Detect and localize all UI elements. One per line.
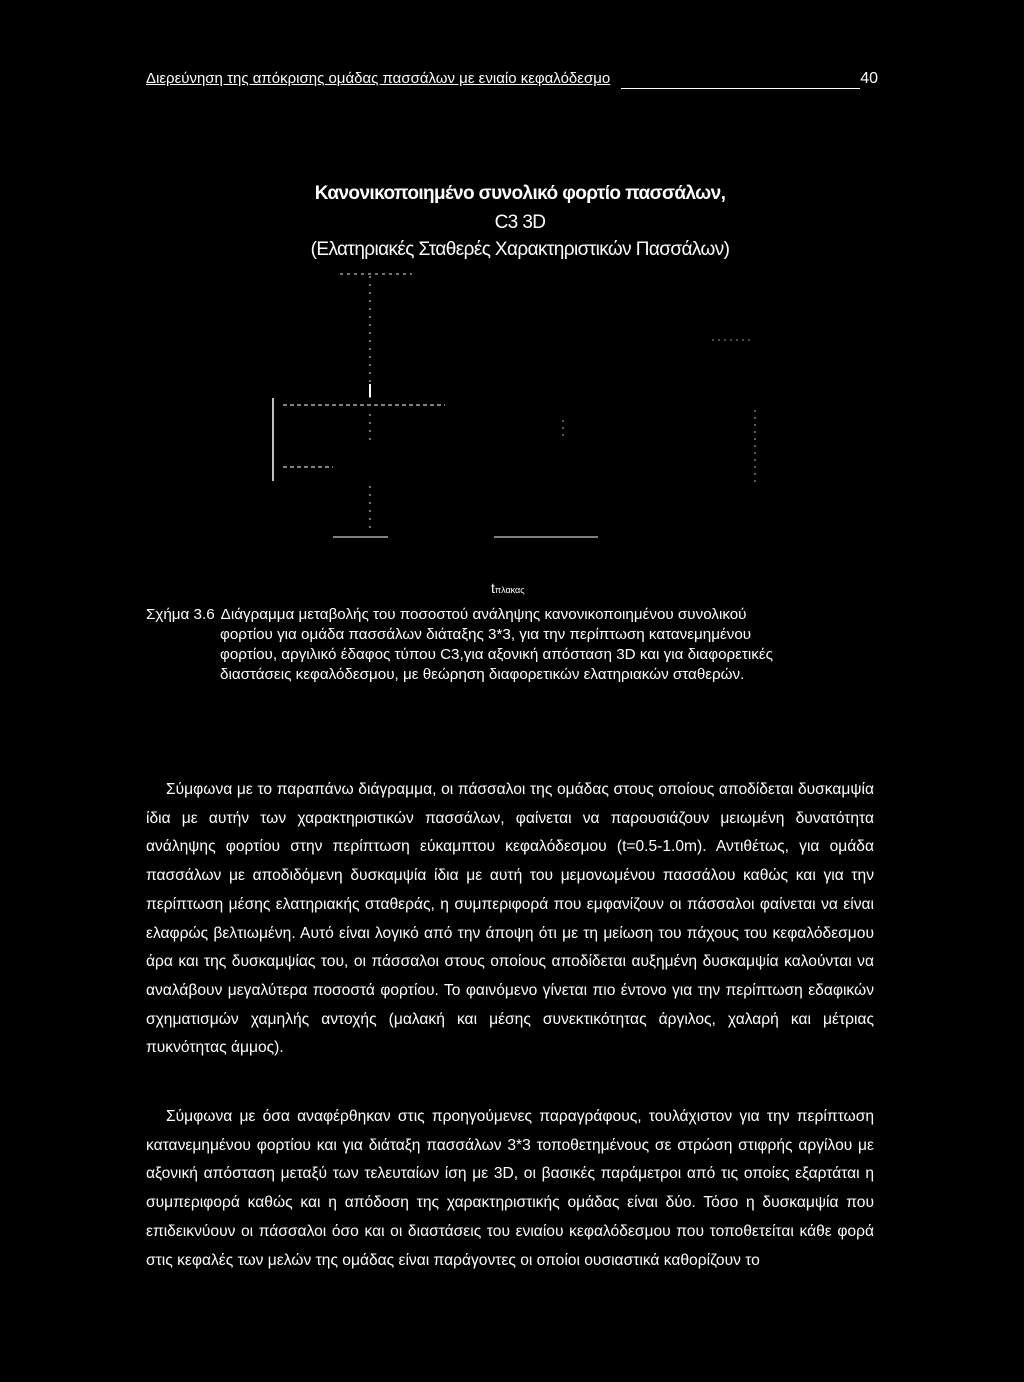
- figure-title-line1: Κανονικοποιημένο συνολικό φορτίο πασσάλων,: [314, 183, 726, 204]
- caption-line2: φορτίου για ομάδα πασσάλων διάταξης 3*3, για την περίπτωση κατανεμημένου: [220, 626, 752, 643]
- figure-title-line2: C3 3D: [494, 212, 546, 233]
- figure-caption: [146, 605, 884, 685]
- x-axis-label-main: t: [491, 580, 495, 596]
- x-axis-label-subscript: πλακας: [494, 585, 525, 595]
- caption-label: Σχήμα 3.6: [146, 606, 215, 623]
- x-axis-label: [491, 580, 525, 596]
- body-paragraph-2: Σύμφωνα με όσα αναφέρθηκαν στις προηγούμενες παραγράφους, τουλάχιστον για την περίπτωση κατανεμημένου φορτίου και για διάταξη πασσάλων 3*3 τοποθετημένους σε στρώση στιφρής αργίλου με αξονική απόσταση μεταξύ των τελευταίων ίση με 3D, οι βασικές παράμετροι από τις οποίες εξαρτάται η συμπεριφορά καθώς και η απόδοση της χαρακτηριστικής ομάδας είναι δύο. Τόσο η δυσκαμψία που επιδεικνύουν οι πάσσαλοι όσο και οι διαστάσεις του ενιαίου κεφαλόδεσμου που τοποθετείται κάθε φορά στις κεφαλές των μελών της ομάδας είναι παράγοντες οι οποίοι ουσιαστικά καθορίζουν το: [146, 1108, 874, 1269]
- caption-line4: διαστάσεις κεφαλόδεσμου, με θεώρηση διαφορετικών ελατηριακών σταθερών.: [220, 666, 745, 683]
- page-number: 40: [860, 70, 878, 87]
- figure-plot: [0, 0, 1024, 600]
- figure-title-line3: (Ελατηριακές Σταθερές Χαρακτηριστικών Πασσάλων): [310, 239, 730, 260]
- body-paragraph-1: Σύμφωνα με το παραπάνω διάγραμμα, οι πάσσαλοι της ομάδας στους οποίους αποδίδεται δυσκαμψία ίδια με αυτήν των χαρακτηριστικών πασσάλων, φαίνεται να παρουσιάζουν μειωμένη δυνατότητα ανάληψης φορτίου στην περίπτωση εύκαμπτου κεφαλόδεσμου (t=0.5-1.0m). Αντιθέτως, για ομάδα πασσάλων με αποδιδόμενη δυσκαμψία ίδια με αυτή του μεμονωμένου πασσάλου καθώς και για την περίπτωση μέσης ελατηριακής σταθεράς, η συμπεριφορά που εμφανίζουν οι πάσσαλοι φαίνεται να είναι ελαφρώς βελτιωμένη. Αυτό είναι λογικό από την άποψη ότι με τη μείωση του πάχους του κεφαλόδεσμου άρα και της δυσκαμψίας του, οι πάσσαλοι στους οποίους αποδίδεται αυξημένη δυσκαμψία καλούνται να αναλάβουν μεγαλύτερα ποσοστά φορτίου. Το φαινόμενο γίνεται πιο έντονο για την περίπτωση εδαφικών σχηματισμών χαμηλής αντοχής (μαλακή και μέσης συνεκτικότητας άργιλος, χαλαρή και μέτριας πυκνότητας άμμος).: [146, 781, 874, 1057]
- caption-line3: φορτίου, αργιλικό έδαφος τύπου C3,για αξονική απόσταση 3D και για διαφορετικές: [220, 646, 773, 663]
- running-title: Διερεύνηση της απόκρισης ομάδας πασσάλων με ενιαίο κεφαλόδεσμο: [146, 70, 611, 87]
- caption-line1: Διάγραμμα μεταβολής του ποσοστού ανάληψης κανονικοποιημένου συνολικού: [220, 606, 747, 623]
